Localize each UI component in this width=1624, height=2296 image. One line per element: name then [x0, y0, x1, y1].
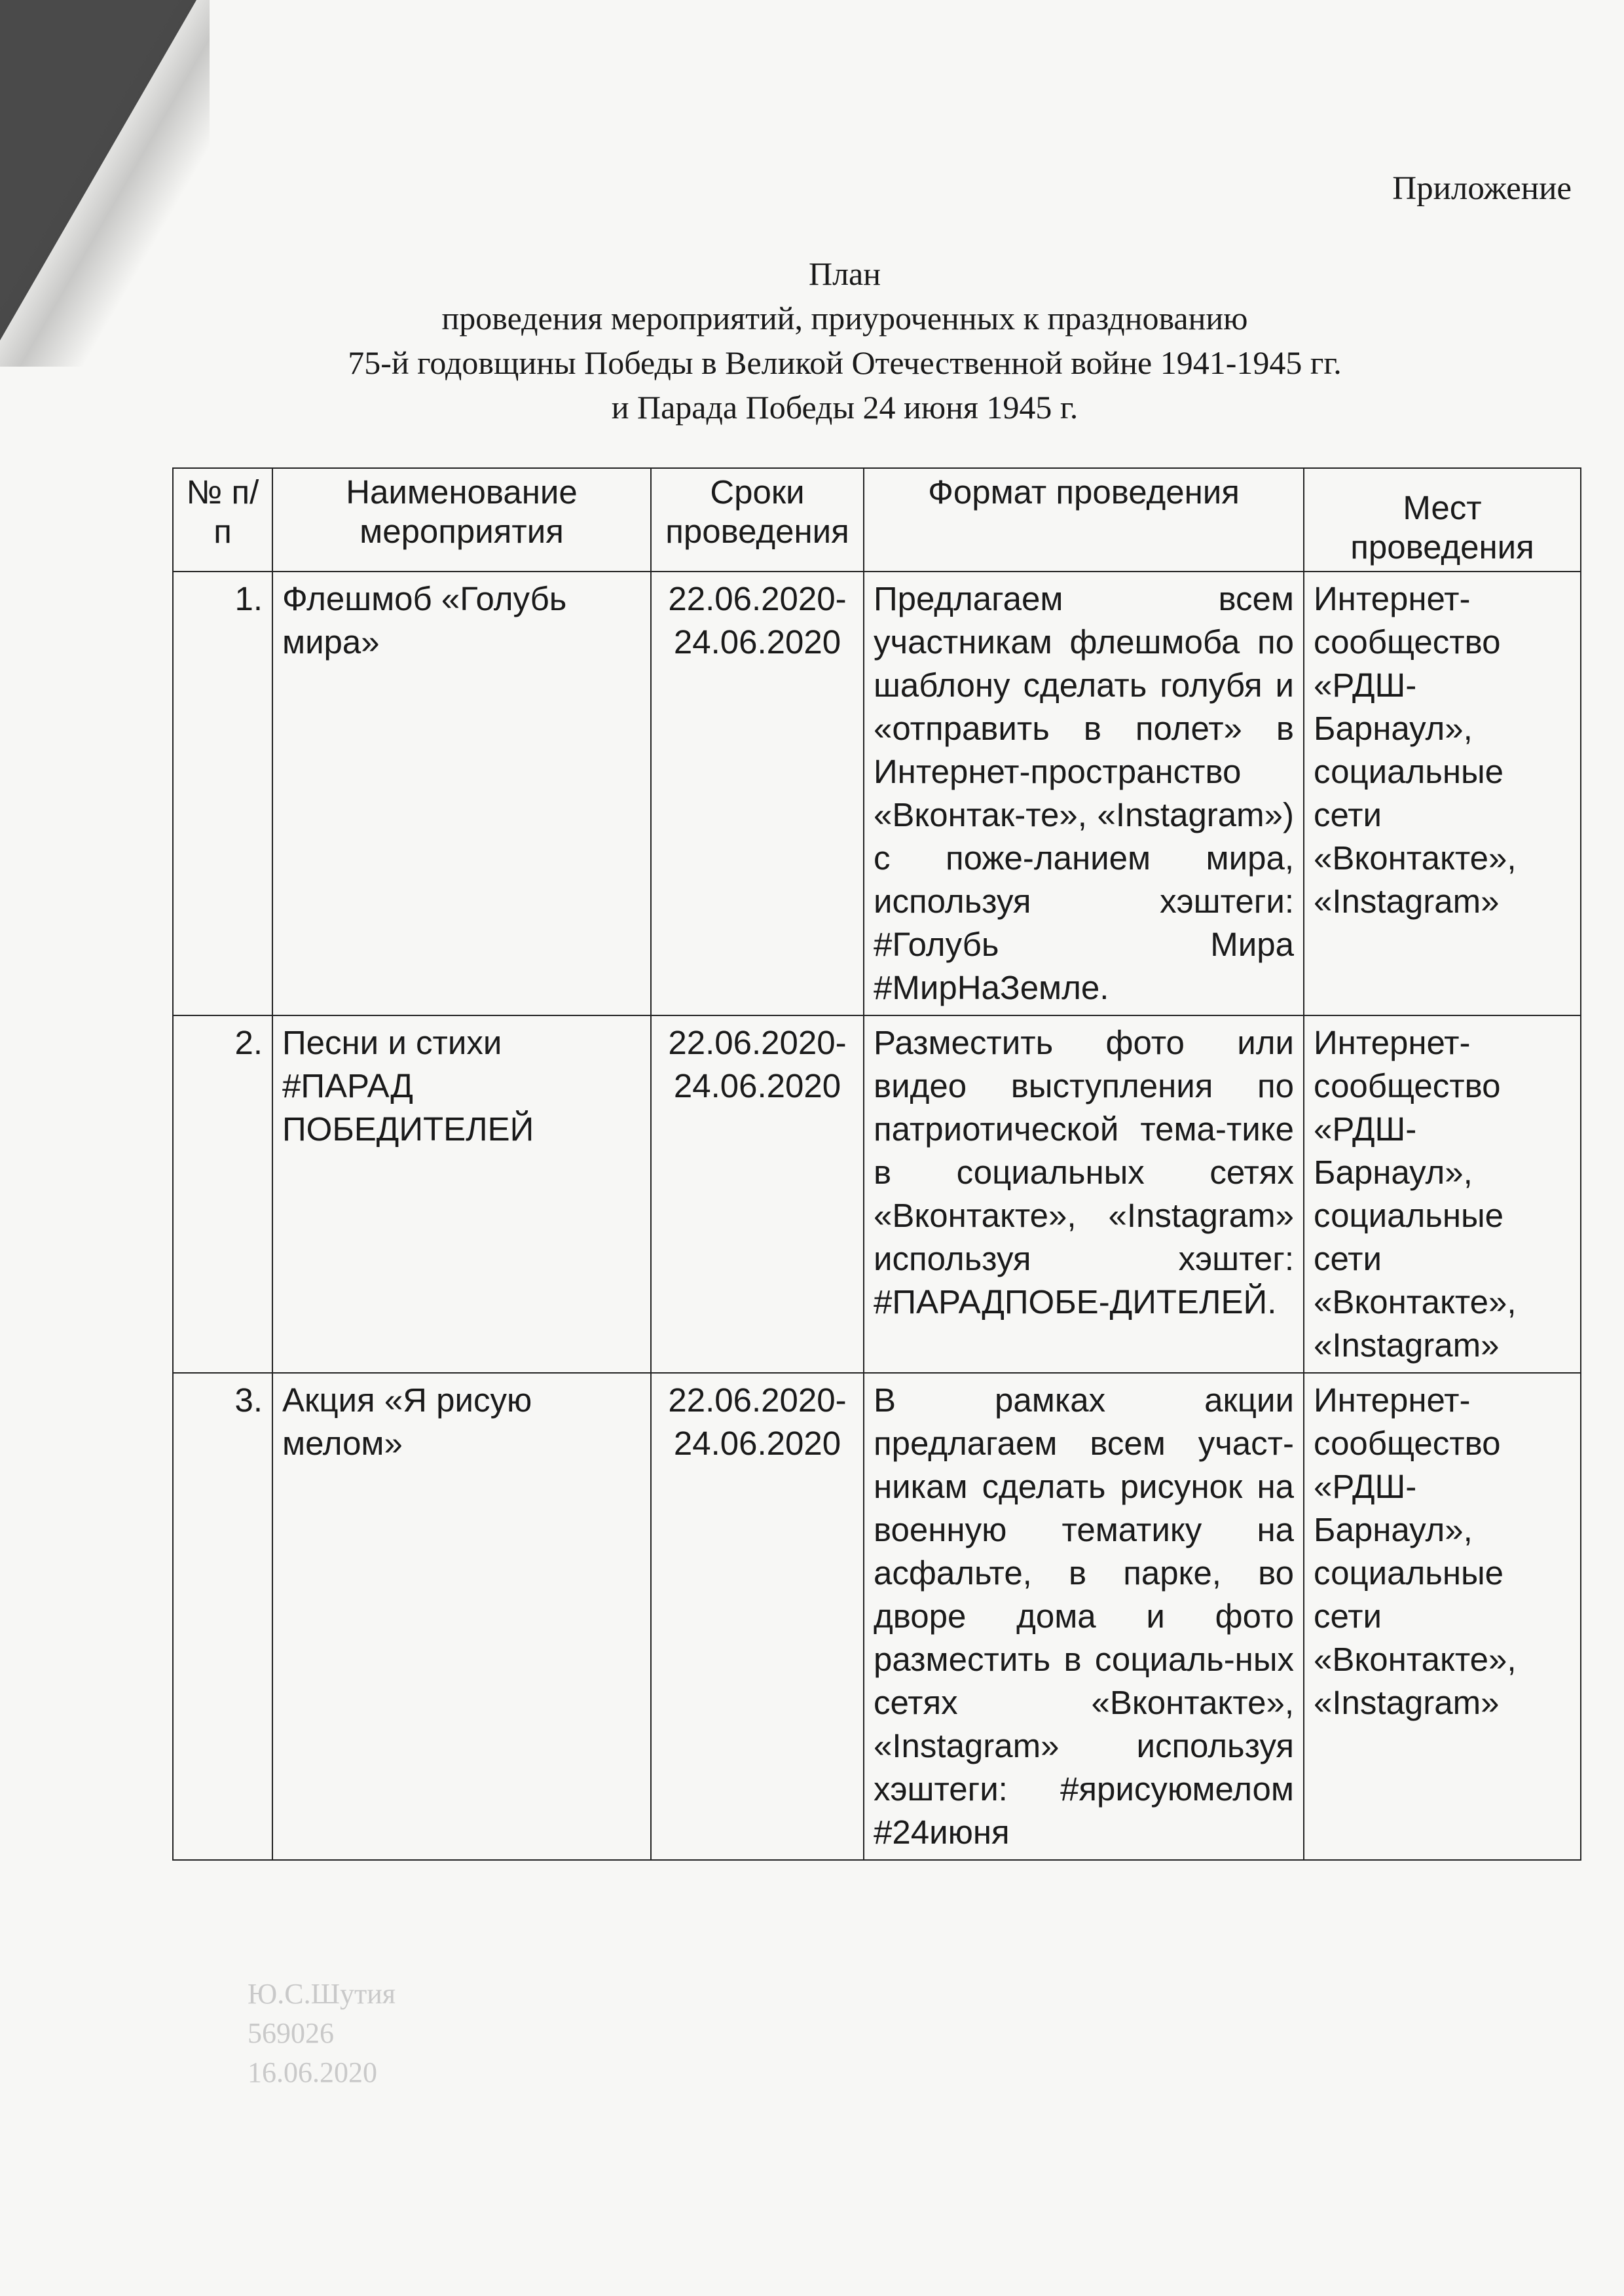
row-format: Разместить фото или видео выступления по патриотической тема-тике в социальных сетях «Вконтакте», «Instagram» используя хэштег: #ПАРАДПОБЕ-ДИТЕЛЕЙ. [864, 1015, 1304, 1373]
row-place: Интернет-сообщество «РДШ-Барнаул», социальные сети «Вконтакте», «Instagram» [1304, 572, 1581, 1015]
bleed-through-date: 16.06.2020 [248, 2056, 377, 2088]
row-name: Флешмоб «Голубь мира» [272, 572, 651, 1015]
row-place: Интернет-сообщество «РДШ-Барнаул», социальные сети «Вконтакте», «Instagram» [1304, 1015, 1581, 1373]
row-num: 3. [173, 1373, 272, 1860]
row-dates: 22.06.2020-24.06.2020 [651, 1015, 864, 1373]
table-row [173, 572, 1581, 1015]
title-line-3: 75-й годовщины Победы в Великой Отечественной войне 1941-1945 гг. [348, 344, 1342, 381]
title-line-2: проведения мероприятий, приуроченных к празднованию [441, 300, 1248, 337]
row-format: В рамках акции предлагаем всем участ-никам сделать рисунок на военную тематику на асфальте, в парке, во дворе дома и фото разместить в социаль-ных сетях «Вконтакте», «Instagram» используя хэштеги: #ярисуюмелом #24июня [864, 1373, 1304, 1860]
header-name: Наименование мероприятия [272, 468, 651, 572]
title-line-1: План [808, 255, 881, 292]
document-title [262, 251, 1428, 429]
row-dates: 22.06.2020-24.06.2020 [651, 572, 864, 1015]
title-line-4: и Парада Победы 24 июня 1945 г. [611, 389, 1079, 426]
table-row [173, 1373, 1581, 1860]
row-name: Акция «Я рисую мелом» [272, 1373, 651, 1860]
row-num: 1. [173, 572, 272, 1015]
row-place: Интернет-сообщество «РДШ-Барнаул», социальные сети «Вконтакте», «Instagram» [1304, 1373, 1581, 1860]
bleed-through-name: Ю.С.Шутия [248, 1978, 396, 2010]
header-num: № п/п [173, 468, 272, 572]
header-place: Мест проведения [1304, 468, 1581, 572]
table-row [173, 1015, 1581, 1373]
row-format: Предлагаем всем участникам флешмоба по шаблону сделать голубя и «отправить в полет» в Интернет-пространство «Вконтак-те», «Instagram») с поже-ланием мира, используя хэштеги: #Голубь Мира #МирНаЗемле. [864, 572, 1304, 1015]
header-dates: Сроки проведения [651, 468, 864, 572]
events-plan-table [172, 467, 1581, 1861]
row-dates: 22.06.2020-24.06.2020 [651, 1373, 864, 1860]
bleed-through-phone: 569026 [248, 2017, 334, 2049]
row-num: 2. [173, 1015, 272, 1373]
table-header-row [173, 468, 1581, 572]
corner-fade [0, 0, 210, 367]
row-name: Песни и стихи #ПАРАД ПОБЕДИТЕЛЕЙ [272, 1015, 651, 1373]
header-format: Формат проведения [864, 468, 1304, 572]
appendix-label: Приложение [1392, 170, 1572, 207]
